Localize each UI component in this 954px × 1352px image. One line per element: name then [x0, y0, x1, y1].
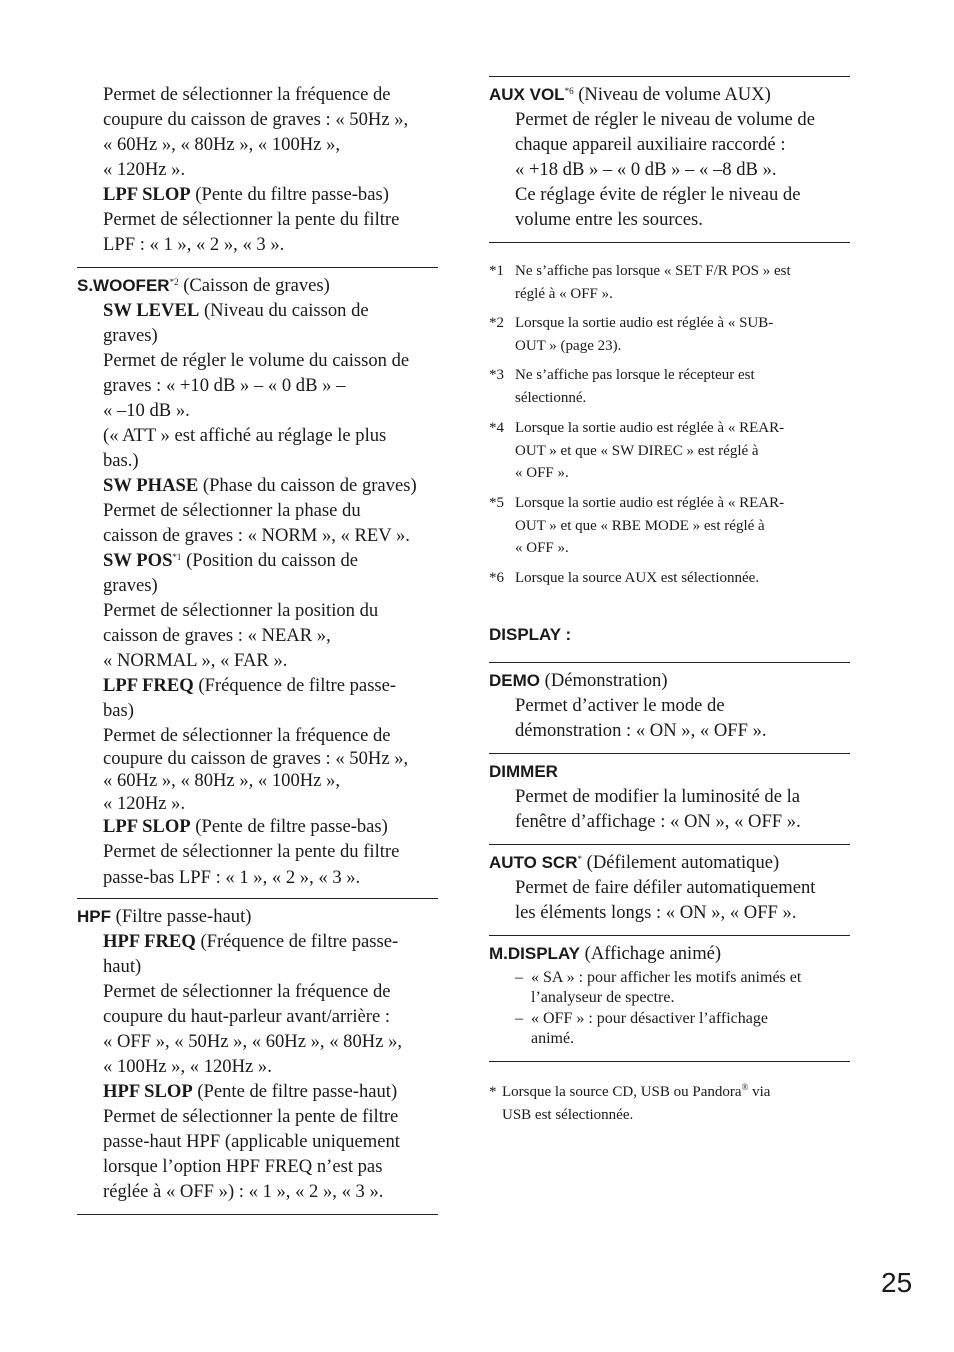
- section-divider: [77, 1214, 438, 1215]
- text-line: Permet de régler le volume du caisson de: [103, 350, 410, 371]
- term-desc: (Défilement automatique): [581, 852, 780, 873]
- text-line: graves): [103, 575, 158, 596]
- page-number: 25: [881, 1267, 913, 1298]
- footnote-mark: *5: [489, 495, 504, 511]
- section-term: AUTO SCR: [489, 853, 578, 872]
- footnote-line: [502, 1081, 770, 1104]
- footnote-line: Lorsque la sortie audio est réglée à « REAR-: [515, 420, 785, 436]
- term-desc: (Fréquence de filtre passe-: [193, 675, 397, 696]
- term-desc: (Démonstration): [540, 670, 668, 691]
- lpf-slop-heading: [103, 814, 438, 839]
- text-line: lorsque l’option HPF FREQ n’est pas: [103, 1156, 383, 1177]
- term-desc: (Affichage animé): [580, 943, 722, 964]
- footnote-ref: *2: [169, 277, 179, 287]
- text-line: « OFF », « 50Hz », « 60Hz », « 80Hz »,: [103, 1031, 403, 1052]
- section-term: HPF: [77, 907, 111, 926]
- footnote-line: « OFF ».: [515, 465, 569, 481]
- text-line: « 60Hz », « 80Hz », « 100Hz »,: [103, 134, 341, 155]
- term-desc: (Phase du caisson de graves): [198, 475, 417, 496]
- sw-level-heading: [103, 298, 438, 323]
- hpf-heading: [77, 904, 438, 929]
- demo-heading: [489, 668, 850, 693]
- text-line: bas): [103, 700, 134, 721]
- text-line: (« ATT » est affiché au réglage le plus: [103, 425, 387, 446]
- display-heading: [489, 622, 850, 647]
- text-line: Permet de sélectionner la fréquence de: [103, 84, 391, 105]
- footnote-line: OUT » et que « RBE MODE » est réglé à: [515, 517, 765, 534]
- footnote-mark: *6: [489, 570, 504, 586]
- text-line: Ce réglage évite de régler le niveau de: [515, 184, 801, 205]
- footnote-ref: *1: [172, 552, 182, 562]
- footnote-text: Lorsque la source CD, USB ou Pandora: [502, 1084, 742, 1100]
- text-line: Permet de modifier la luminosité de la: [515, 786, 801, 807]
- text-line: Permet de sélectionner la pente du filtre: [103, 209, 400, 230]
- term-desc: (Pente de filtre passe-bas): [190, 816, 388, 837]
- text-line: « 60Hz », « 80Hz », « 100Hz »,: [103, 770, 341, 791]
- section-title: DISPLAY :: [489, 625, 572, 644]
- text-line: Permet de sélectionner la fréquence de: [103, 725, 391, 746]
- text-line: passe-bas LPF : « 1 », « 2 », « 3 ».: [103, 867, 361, 888]
- section-term: S.WOOFER: [77, 276, 170, 295]
- sw-pos-heading: [103, 548, 438, 573]
- text-line: les éléments longs : « ON », « OFF ».: [515, 902, 797, 923]
- aux-vol-heading: [489, 82, 850, 107]
- text-line: coupure du caisson de graves : « 50Hz »,: [103, 109, 409, 130]
- text-line: graves : « +10 dB » – « 0 dB » –: [103, 375, 346, 396]
- section-divider: [489, 1061, 850, 1062]
- footnote-line: USB est sélectionnée.: [502, 1106, 634, 1123]
- text-line: volume entre les sources.: [515, 209, 703, 230]
- text-line: Permet de sélectionner la pente du filtre: [103, 841, 400, 862]
- text-line: coupure du haut-parleur avant/arrière :: [103, 1006, 391, 1027]
- hpf-freq-heading: [103, 929, 438, 954]
- section-divider: [77, 267, 438, 268]
- footnote-mark: *1: [489, 263, 504, 279]
- term-desc: (Fréquence de filtre passe-: [195, 931, 399, 952]
- term: SW POS: [103, 550, 173, 571]
- footnote-line: OUT » et que « SW DIREC » est réglé à: [515, 442, 759, 459]
- auto-scr-heading: [489, 850, 850, 875]
- term-desc: (Filtre passe-haut): [111, 906, 252, 927]
- sw-phase-heading: [103, 473, 438, 498]
- footnote-text: via: [748, 1084, 771, 1100]
- text-line: démonstration : « ON », « OFF ».: [515, 720, 767, 741]
- text-line: bas.): [103, 450, 139, 471]
- term-desc: (Pente de filtre passe-haut): [192, 1081, 398, 1102]
- section-term: DIMMER: [489, 762, 558, 781]
- text-line: Permet de sélectionner la pente de filtre: [103, 1106, 399, 1127]
- hpf-slop-heading: [103, 1079, 438, 1104]
- dash-bullet: –: [515, 1010, 523, 1027]
- text-line: « 120Hz ».: [103, 159, 186, 180]
- swoofer-heading: [77, 273, 438, 298]
- term: SW LEVEL: [103, 300, 200, 321]
- text-line: caisson de graves : « NEAR »,: [103, 625, 331, 646]
- footnote-ref: *6: [564, 86, 574, 96]
- registered-mark: ®: [741, 1082, 749, 1092]
- footnote-line: Ne s’affiche pas lorsque « SET F/R POS » est: [515, 263, 791, 279]
- text-line: Permet de faire défiler automatiquement: [515, 877, 816, 898]
- list-item-line: « SA » : pour afficher les motifs animés et: [531, 969, 802, 986]
- term-desc: (Position du caisson de: [181, 550, 359, 571]
- text-line: « +18 dB » – « 0 dB » – « –8 dB ».: [515, 159, 777, 180]
- text-line: Permet de sélectionner la position du: [103, 600, 379, 621]
- text-line: réglée à « OFF ») : « 1 », « 2 », « 3 ».: [103, 1181, 384, 1202]
- section-divider: [489, 844, 850, 845]
- footnote-mark: *2: [489, 315, 504, 331]
- text-line: fenêtre d’affichage : « ON », « OFF ».: [515, 811, 801, 832]
- list-item-line: « OFF » : pour désactiver l’affichage: [531, 1010, 768, 1027]
- text-line: « 120Hz ».: [103, 793, 186, 814]
- text-line: caisson de graves : « NORM », « REV ».: [103, 525, 410, 546]
- text-line: Permet de sélectionner la fréquence de: [103, 981, 391, 1002]
- term-desc: (Niveau du caisson de: [199, 300, 369, 321]
- text-line: « NORMAL », « FAR ».: [103, 650, 288, 671]
- footnote-line: Lorsque la sortie audio est réglée à « REAR-: [515, 495, 785, 511]
- m-display-heading: [489, 941, 850, 966]
- section-divider: [489, 753, 850, 754]
- term-desc: (Niveau de volume AUX): [573, 84, 771, 105]
- footnote-line: Ne s’affiche pas lorsque le récepteur est: [515, 367, 755, 383]
- footnote-line: Lorsque la sortie audio est réglée à « SUB-: [515, 315, 774, 331]
- text-line: « –10 dB ».: [103, 400, 190, 421]
- text-line: Permet de sélectionner la phase du: [103, 500, 361, 521]
- section-term: DEMO: [489, 671, 540, 690]
- dash-bullet: –: [515, 969, 523, 986]
- footnote-mark: *: [489, 1084, 497, 1100]
- section-term: AUX VOL: [489, 85, 565, 104]
- footnote-line: « OFF ».: [515, 540, 569, 556]
- footnote-line: OUT » (page 23).: [515, 337, 622, 354]
- term: LPF SLOP: [103, 184, 191, 205]
- term-desc: (Pente du filtre passe-bas): [190, 184, 389, 205]
- footnote-line: réglé à « OFF ».: [515, 285, 613, 302]
- footnote-mark: *3: [489, 367, 504, 383]
- section-term: M.DISPLAY: [489, 944, 581, 963]
- term: SW PHASE: [103, 475, 199, 496]
- section-divider: [489, 76, 850, 77]
- text-line: « 100Hz », « 120Hz ».: [103, 1056, 272, 1077]
- footnote-line: sélectionné.: [515, 389, 587, 406]
- text-line: passe-haut HPF (applicable uniquement: [103, 1131, 400, 1152]
- term: LPF FREQ: [103, 675, 194, 696]
- text-line: haut): [103, 956, 142, 977]
- lpf-freq-heading: [103, 673, 438, 698]
- dimmer-heading: [489, 759, 850, 784]
- footnote-mark: *4: [489, 420, 504, 436]
- term-desc: (Caisson de graves): [178, 275, 330, 296]
- text-line: chaque appareil auxiliaire raccordé :: [515, 134, 786, 155]
- term: HPF SLOP: [103, 1081, 193, 1102]
- list-item-line: animé.: [531, 1030, 575, 1047]
- text-line: coupure du caisson de graves : « 50Hz »,: [103, 748, 409, 769]
- text-line: Permet de régler le niveau de volume de: [515, 109, 815, 130]
- section-divider: [489, 242, 850, 243]
- list-item-line: l’analyseur de spectre.: [531, 989, 675, 1006]
- text-line: LPF : « 1 », « 2 », « 3 ».: [103, 234, 285, 255]
- text-line: graves): [103, 325, 158, 346]
- section-divider: [489, 935, 850, 936]
- footnote-ref: *: [577, 854, 582, 864]
- text-line: Permet d’activer le mode de: [515, 695, 725, 716]
- section-divider: [489, 662, 850, 663]
- lpf-slop-heading: [103, 182, 438, 207]
- term: LPF SLOP: [103, 816, 191, 837]
- section-divider: [77, 898, 438, 899]
- footnote-line: Lorsque la source AUX est sélectionnée.: [515, 570, 760, 586]
- term: HPF FREQ: [103, 931, 196, 952]
